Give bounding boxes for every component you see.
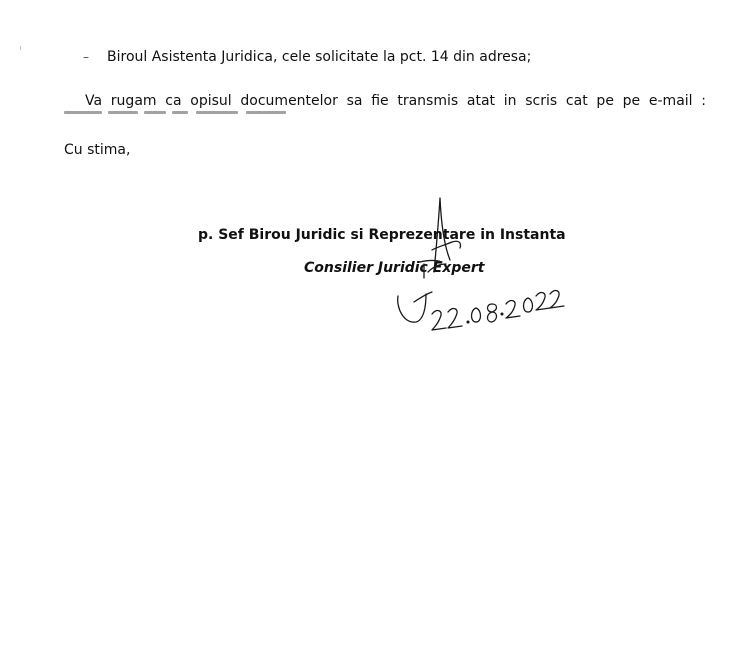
- request-paragraph: Va rugam ca opisul documentelor sa fie transmis atat in scris cat pe pe e-mail :: [85, 93, 706, 109]
- signature-role: Consilier Juridic Expert: [304, 260, 485, 276]
- bullet-dash: –: [83, 50, 89, 64]
- closing-salutation: Cu stima,: [64, 142, 131, 158]
- bullet-item: [83, 48, 531, 66]
- margin-mark: [20, 46, 21, 50]
- bullet-text: Biroul Asistenta Juridica, cele solicitate la pct. 14 din adresa;: [107, 49, 532, 65]
- handwritten-date-text: 22.08.2022: [380, 190, 386, 191]
- signature-title: p. Sef Birou Juridic si Reprezentare in Instanta: [198, 227, 566, 243]
- redacted-email: [64, 111, 304, 118]
